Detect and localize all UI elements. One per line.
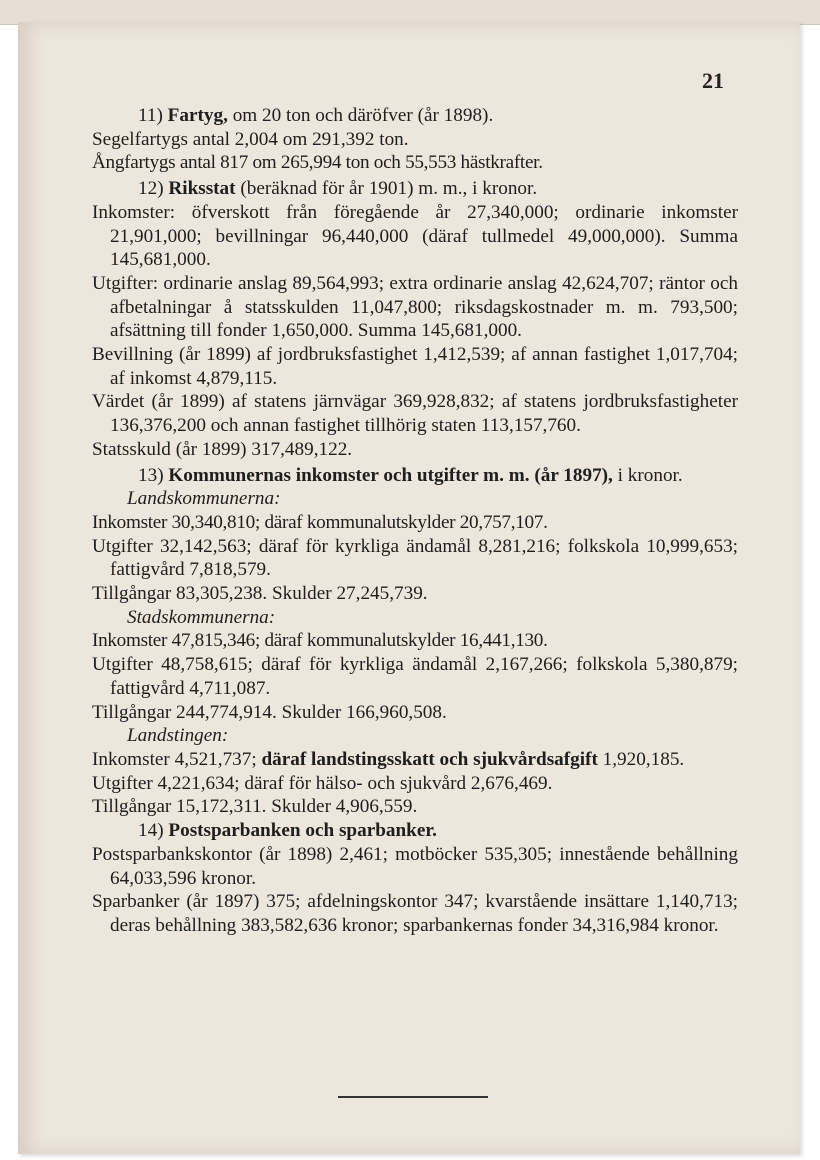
landskommunerna-tillgangar: Tillgångar 83,305,238. Skulder 27,245,739. (92, 583, 428, 605)
riksstat-vardet: Värdet (år 1899) af statens järnvägar 369,928,832; af statens jordbruksfastigheter 136,376,200 och annan fastighet tillhörig staten 113,157,760. (92, 391, 738, 437)
landstingen-skatt-value: 1,920,185. (597, 748, 685, 770)
section-13-keyword: Kommunernas inkomster och utgifter m. m. (år 1897), (168, 464, 613, 486)
section-12-number: 12) (138, 178, 164, 200)
section-12-title (92, 177, 738, 201)
riksstat-statsskuld: Statsskuld (år 1899) 317,489,122. (92, 438, 353, 460)
landskommunerna-inkomster: Inkomster 30,340,810; däraf kommunalutskylder 20,757,107. (92, 511, 548, 533)
stadskommunerna-tillgangar: Tillgångar 244,774,914. Skulder 166,960,508. (92, 701, 447, 723)
section-13-number: 13) (138, 464, 164, 486)
landstingen-inkomster-value: Inkomster 4,521,737; (92, 748, 262, 770)
stadskommunerna-utgifter: Utgifter 48,758,615; däraf för kyrkliga ändamål 2,167,266; folkskola 5,380,879; fattigvård 4,711,087. (92, 654, 738, 699)
landstingen-skatt-label: däraf landstingsskatt och sjukvårdsafgift (261, 748, 598, 770)
riksstat-inkomster: Inkomster: öfverskott från föregående år 27,340,000; ordinarie inkomster 21,901,000; bevillningar 96,440,000 (däraf tullmedel 49,000,000). Summa 145,681,000. (92, 201, 738, 271)
page-body (92, 104, 738, 938)
segelfartyg-line: Segelfartygs antal 2,004 om 291,392 ton. (92, 128, 409, 150)
section-14-title (92, 819, 738, 843)
stadskommunerna-inkomster: Inkomster 47,815,346; däraf kommunalutskylder 16,441,130. (92, 630, 548, 652)
riksstat-utgifter: Utgifter: ordinarie anslag 89,564,993; extra ordinarie anslag 42,624,707; räntor och afbetalningar å statsskulden 11,047,800; riksdagskostnader m. m. 793,500; afsättning till fonder 1,650,000. Summa 145,681,000. (92, 272, 738, 342)
section-12-keyword: Riksstat (168, 178, 236, 200)
angfartyg-line: Ångfartygs antal 817 om 265,994 ton och 55,553 hästkrafter. (92, 152, 543, 174)
landstingen-utgifter: Utgifter 4,221,634; däraf för hälso- och sjukvård 2,676,469. (92, 772, 553, 794)
section-11-title (92, 104, 738, 128)
section-14-keyword: Postsparbanken och sparbanker. (168, 820, 437, 842)
section-11-number: 11) (138, 105, 163, 126)
section-14-number: 14) (138, 820, 164, 842)
section-13-title-rest: i kronor. (617, 464, 683, 486)
closing-rule (338, 1096, 488, 1098)
section-12-title-rest: (beräknad för år 1901) m. m., i kronor. (235, 178, 538, 200)
riksstat-bevillning: Bevillning (år 1899) af jordbruksfastighet 1,412,539; af annan fastighet 1,017,704; af inkomst 4,879,115. (92, 344, 738, 389)
landstingen-tillgangar: Tillgångar 15,172,311. Skulder 4,906,559. (92, 796, 418, 818)
section-13-title (92, 464, 738, 488)
postsparbanken-line: Postsparbankskontor (år 1898) 2,461; motböcker 535,305; innestående behållning 64,033,596 kronor. (92, 843, 738, 889)
landstingen-inkomster (92, 748, 738, 772)
stadskommunerna-heading: Stadskommunerna: (127, 606, 276, 628)
landskommunerna-utgifter: Utgifter 32,142,563; däraf för kyrkliga ändamål 8,281,216; folkskola 10,999,653; fattigvård 7,818,579. (92, 535, 738, 581)
landskommunerna-heading: Landskommunerna: (127, 488, 281, 510)
book-page (18, 22, 800, 1154)
landstingen-heading: Landstingen: (127, 725, 229, 747)
page-number: 21 (702, 68, 724, 93)
sparbanker-line: Sparbanker (år 1897) 375; afdelningskontor 347; kvarstående insättare 1,140,713; deras behållning 383,582,636 kronor; sparbankernas fonder 34,316,984 kronor. (92, 891, 738, 936)
section-11-keyword: Fartyg, (167, 105, 228, 126)
section-11-title-rest: om 20 ton och däröfver (år 1898). (227, 105, 494, 126)
